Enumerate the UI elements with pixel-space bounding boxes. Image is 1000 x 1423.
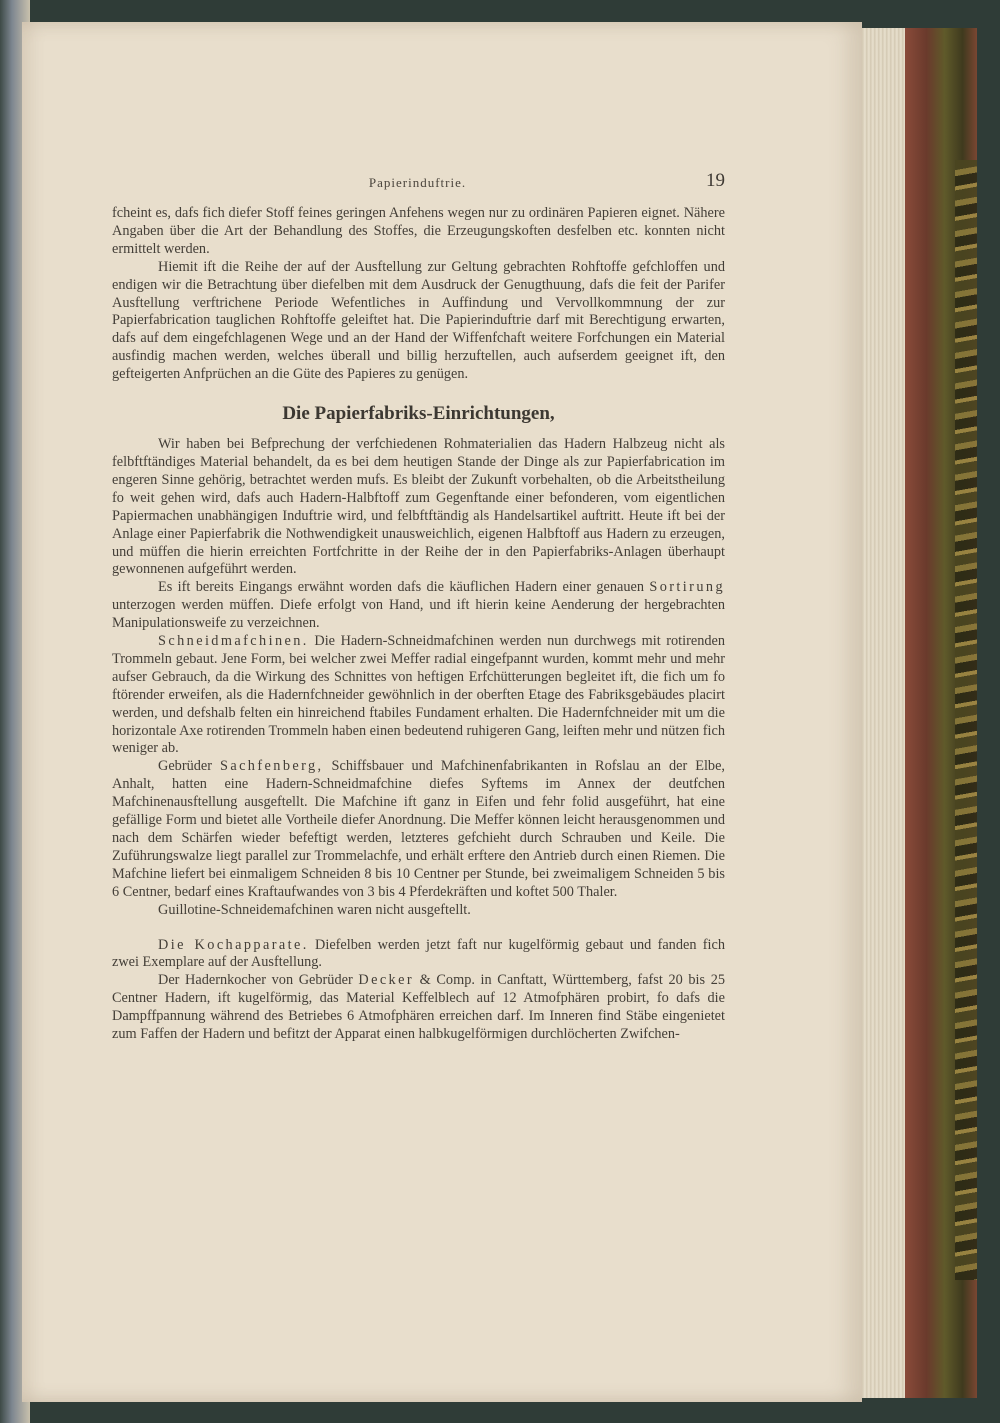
section-heading: Die Papierfabriks-Einrichtungen, [282,403,555,425]
paragraph-text: Diefelben werden jetzt faft nur kugelförmig gebaut und fanden fich zwei Exemplare auf der Ausftellung. [112,936,725,971]
paragraph [112,758,725,901]
paragraph-text: Es ift bereits Eingangs erwähnt worden dafs die käuflichen Hadern einer genauen [158,579,645,596]
paragraph: Guillotine-Schneidemafchinen waren nicht ausgeftellt. [158,901,471,918]
paragraph-text: & Comp. in Canftatt, Württemberg, fafst 20 bis 25 Centner Hadern, ift kugelförmig, das Material Keffelblech auf 12 Atmofphären probirt, fo dafs die Dampffpannung während des Betriebes 6 Atmofphären erreichen darf. Im Inneren find Stäbe eingenietet zum Faffen der Hadern und befitzt der Apparat einen halbkugelförmigen durchlöcherten Zwifchen- [112,972,725,1043]
emphasized-term: Schneidmafchinen. [158,633,309,650]
page-number: 19 [706,170,725,191]
paragraph-gap [112,920,725,937]
emphasized-term: Decker [358,972,415,989]
page-stack-edge [855,28,910,1398]
paragraph [112,937,725,973]
paragraph-text: Gebrüder [158,758,212,775]
emphasized-term: Sachfenberg, [219,758,324,775]
body-text [112,205,725,1044]
emphasized-term: Die Kochapparate. [158,936,309,953]
paragraph-text: unterzogen werden müffen. Diefe erfolgt von Hand, und ift hierin keine Aenderung der hergebrachten Manipulationsweife zu verzeichnen. [112,597,725,632]
paragraph-text: Die Hadern-Schneidmafchinen werden nun durchwegs mit rotirenden Trommeln gebaut. Jene Form, bei welcher zwei Meffer radial eingefpannt wurden, kommt mehr und mehr aufser Gebrauch, da die Wirkung des Schnittes von heftigen Erfchütterungen begleitet ift, die fich um fo ftörender erweifen, als die Hadernfchneider gewöhnlich in der oberften Etage des Fabriksgebäudes placirt werden, und defshalb felten ein hinreichend ftabiles Fundament erhalten. Die Hadernfchneider mit um die horizontale Axe rotirenden Trommeln haben einen bedeutend ruhigeren Gang, leiften mehr und nützen fich weniger ab. [112,633,726,757]
paragraph-text: Schiffsbauer und Mafchinenfabrikanten in Rofslau an der Elbe, Anhalt, hatten eine Hadern-Schneidmafchine diefes Syftems im Annex der deutfchen Mafchinenausftellung ausgeftellt. Die Mafchine ift ganz in Eifen und fehr folid ausgeführt, hat eine gefällige Form und bietet alle Vortheile diefer Anordnung. Die Meffer können leicht herausgenommen und nach dem Schärfen wieder befeftigt werden, letzteres gefchieht durch Schrauben und Keile. Die Zuführungswalze liegt parallel zur Trommelachfe, und erhält erftere den Antrieb durch einen Riemen. Die Mafchine liefert bei einmaligem Schneiden 8 bis 10 Centner per Stunde, bei zweimaligem Schneiden 5 bis 6 Centner, bedarf eines Kraftaufwandes von 3 bis 4 Pferdekräften und koftet 500 Thaler. [112,758,725,900]
paragraph: Hiemit ift die Reihe der auf der Ausftellung zur Geltung gebrachten Rohftoffe gefchloffen und endigen wir die Betrachtung über diefelben mit dem Ausdruck der Genugthuung, dafs die feit der Parifer Ausftellung verftrichene Periode Wefentliches in Auffindung und Vervollkommnung der zur Papierfabrication tauglichen Rohftoffe geleiftet hat. Die Papierinduftrie darf mit Berechtigung erwarten, dafs auf dem eingefchlagenen Wege und an der Hand der Wiffenfchaft weitere Forfchungen ein Material ausfindig machen werden, welches überall und billig herzuftellen, auch aufserdem geeignet ift, den gefteigerten Anfprüchen an die Güte des Papieres zu genügen. [112,258,725,383]
marbled-cover-strip [955,160,977,1280]
paragraph: Wir haben bei Befprechung der verfchiedenen Rohmaterialien das Hadern Halbzeug nicht als felbftftändiges Material behandelt, da es bei dem heutigen Stande der Dinge als zur Papierfabrication im engeren Sinne gehörig, betrachtet werden mufs. Es bleibt der Zukunft vorbehalten, ob die Arbeitstheilung fo weit gehen wird, dafs auch Hadern-Halbftoff zum Gegenftande einer befonderen, vom eigentlichen Papiermachen unabhängigen Induftrie wird, und felbftftändig als Handelsartikel auftritt. Heute ift bei der Anlage einer Papierfabrik die Nothwendigkeit unausweichlich, eigenen Halbftoff aus Hadern zu erzeugen, und müffen die hierin erreichten Fortfchritte in der Reihe der in den Papierfabriks-Anlagen überhaupt gewonnenen aufgeführt werden. [112,436,725,578]
paragraph: fcheint es, dafs fich diefer Stoff feines geringen Anfehens wegen nur zu ordinären Papieren eignet. Nähere Angaben über die Art der Behandlung des Stoffes, die Erzeugungskoften desfelben etc. konnten nicht ermittelt werden. [112,205,725,257]
paragraph [112,633,725,758]
paragraph-text: Der Hadernkocher von Gebrüder [158,972,353,989]
running-title: Papierinduftrie. [368,175,467,190]
paragraph [112,579,725,633]
running-head [110,170,725,194]
paragraph [112,972,725,1044]
emphasized-term: Sortirung [649,579,725,596]
